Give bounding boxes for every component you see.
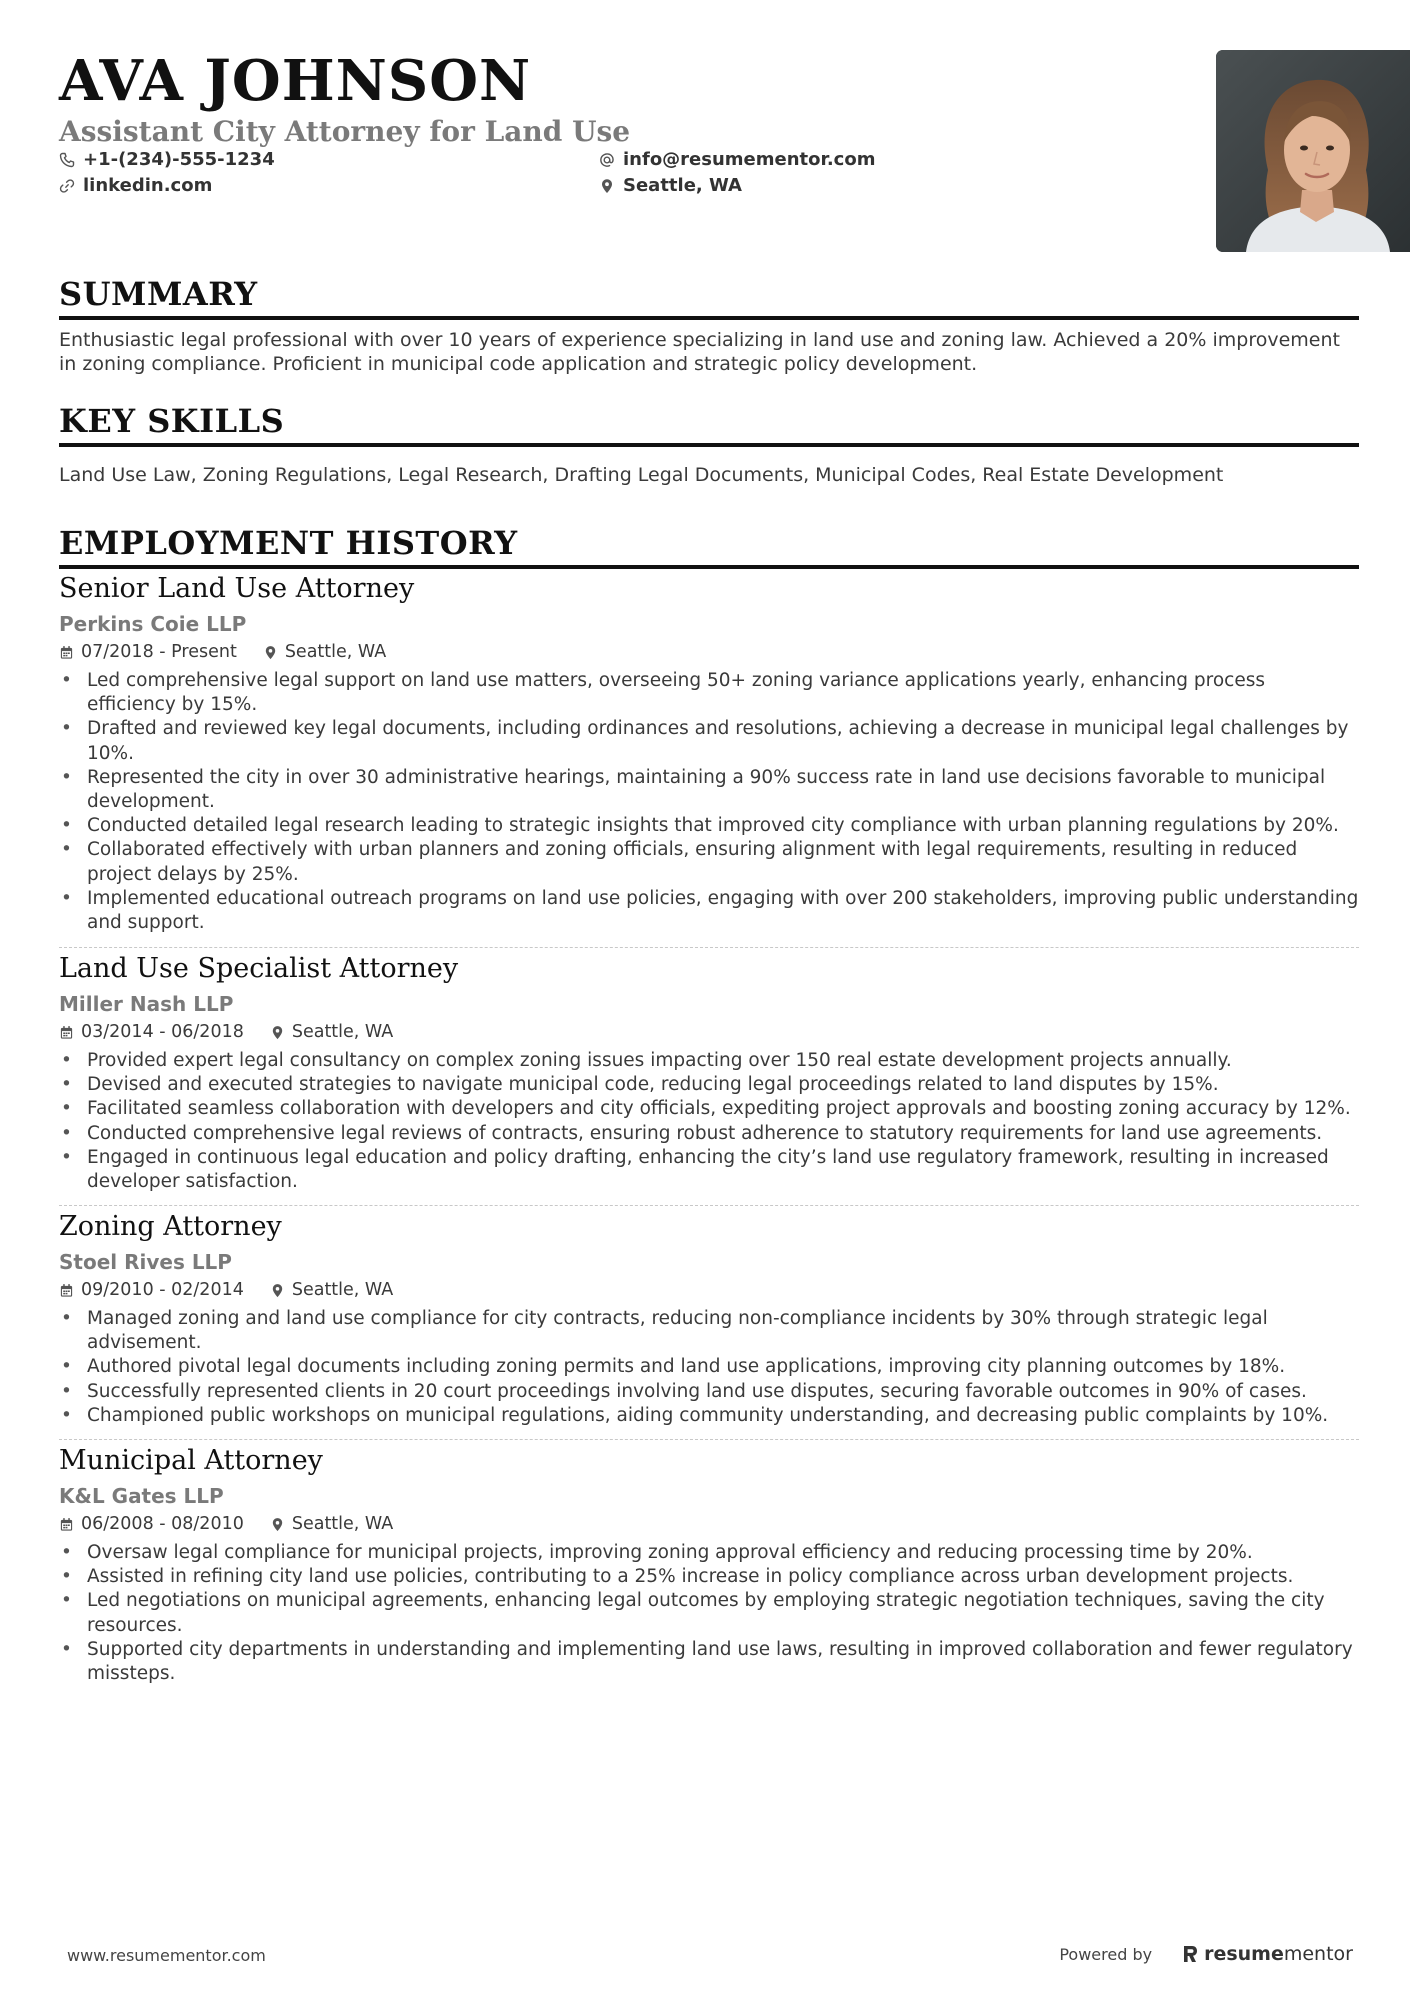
job-company: Miller Nash LLP: [59, 992, 234, 1016]
job-dates: 03/2014 - 06/2018: [81, 1022, 244, 1042]
brand-light: mentor: [1283, 1943, 1353, 1965]
location-text: Seattle, WA: [623, 175, 742, 196]
contact-phone: [59, 147, 275, 173]
list-item: • Supported city departments in understanding and implementing land use laws, resulting in improved collaboration and fewer regulatory missteps.: [59, 1638, 1359, 1686]
job-location: Seattle, WA: [291, 1514, 394, 1534]
link-icon: [59, 178, 75, 194]
job-dates: 07/2018 - Present: [81, 642, 237, 662]
list-item: • Implemented educational outreach programs on land use policies, engaging with over 200 stakeholders, improving public understanding and support.: [59, 887, 1359, 935]
job-bullets: [59, 669, 1359, 935]
list-item: • Championed public workshops on municipal regulations, aiding community understanding, and decreasing public complaints by 10%.: [59, 1404, 1359, 1428]
footer-branding: [1059, 1943, 1353, 1965]
powered-by-label: Powered by: [1059, 1944, 1153, 1964]
calendar-icon: [59, 645, 74, 660]
calendar-icon: [59, 1283, 74, 1298]
list-item: • Successfully represented clients in 20 court proceedings involving land use disputes, securing favorable outcomes in 90% of cases.: [59, 1380, 1359, 1404]
resume-header: [59, 44, 1359, 254]
list-item: • Authored pivotal legal documents including zoning permits and land use applications, improving city planning outcomes by 18%.: [59, 1355, 1359, 1379]
email-text[interactable]: info@resumementor.com: [623, 149, 876, 170]
job-location: Seattle, WA: [284, 642, 387, 662]
summary-text: Enthusiastic legal professional with over 10 years of experience specializing in land use and zoning law. Achieved a 20% improvement in zoning compliance. Proficient in municipal code application and strategic policy development.: [59, 329, 1340, 375]
calendar-icon: [59, 1025, 74, 1040]
list-item: • Oversaw legal compliance for municipal projects, improving zoning approval efficiency and reducing processing time by 20%.: [59, 1541, 1359, 1565]
list-item: • Engaged in continuous legal education and policy drafting, enhancing the city’s land use regulatory framework, resulting in increased developer satisfaction.: [59, 1146, 1359, 1194]
job-dates: 06/2008 - 08/2010: [81, 1514, 244, 1534]
brand-bold: resume: [1204, 1943, 1284, 1965]
job-role: Senior Land Use Attorney: [59, 573, 415, 604]
linkedin-text[interactable]: linkedin.com: [83, 175, 213, 196]
job-entry: [59, 571, 1359, 935]
job-company: K&L Gates LLP: [59, 1484, 224, 1508]
job-entry: [59, 951, 1359, 1194]
candidate-name: AVA JOHNSON: [59, 48, 532, 114]
job-bullets: [59, 1307, 1359, 1428]
location-pin-icon: [270, 1025, 285, 1040]
list-item: • Represented the city in over 30 administrative hearings, maintaining a 90% success rate in land use decisions favorable to municipal development.: [59, 766, 1359, 814]
job-meta: [59, 1513, 1359, 1535]
list-item: • Conducted comprehensive legal reviews of contracts, ensuring robust adherence to statutory requirements for land use agreements.: [59, 1122, 1359, 1146]
job-role: Municipal Attorney: [59, 1445, 323, 1476]
job-company: Stoel Rives LLP: [59, 1250, 232, 1274]
list-item: • Conducted detailed legal research leading to strategic insights that improved city compliance with urban planning regulations by 20%.: [59, 814, 1359, 838]
profile-photo: [1216, 50, 1410, 252]
job-entry: [59, 1209, 1359, 1428]
resumementor-logo[interactable]: [1182, 1943, 1353, 1965]
list-item: • Drafted and reviewed key legal documents, including ordinances and resolutions, achieving a decrease in municipal legal challenges by 10%.: [59, 717, 1359, 765]
location-pin-icon: [270, 1283, 285, 1298]
job-meta: [59, 1279, 1359, 1301]
section-heading-summary: SUMMARY: [59, 274, 1359, 320]
job-location: Seattle, WA: [291, 1022, 394, 1042]
list-item: • Collaborated effectively with urban planners and zoning officials, ensuring alignment with legal requirements, resulting in reduced project delays by 25%.: [59, 838, 1359, 886]
job-bullets: [59, 1049, 1359, 1194]
location-pin-icon: [263, 645, 278, 660]
list-item: • Facilitated seamless collaboration with developers and city officials, expediting project approvals and boosting zoning accuracy by 12%.: [59, 1097, 1359, 1121]
location-pin-icon: [599, 178, 615, 194]
job-role: Land Use Specialist Attorney: [59, 953, 459, 984]
job-company: Perkins Coie LLP: [59, 612, 247, 636]
job-bullets: [59, 1541, 1359, 1686]
calendar-icon: [59, 1517, 74, 1532]
job-separator: [59, 1439, 1359, 1440]
contact-location: [599, 173, 742, 199]
job-separator: [59, 1205, 1359, 1206]
phone-text[interactable]: +1-(234)-555-1234: [83, 149, 275, 170]
list-item: • Provided expert legal consultancy on complex zoning issues impacting over 150 real estate development projects annually.: [59, 1049, 1359, 1073]
contact-linkedin: [59, 173, 212, 199]
job-meta: [59, 641, 1359, 663]
footer-website-link[interactable]: www.resumementor.com: [67, 1946, 266, 1965]
list-item: • Led comprehensive legal support on land use matters, overseeing 50+ zoning variance applications yearly, enhancing process efficiency by 15%.: [59, 669, 1359, 717]
job-dates: 09/2010 - 02/2014: [81, 1280, 244, 1300]
list-item: • Managed zoning and land use compliance for city contracts, reducing non-compliance incidents by 30% through strategic legal advisement.: [59, 1307, 1359, 1355]
candidate-title: Assistant City Attorney for Land Use: [59, 115, 631, 148]
job-meta: [59, 1021, 1359, 1043]
job-separator: [59, 947, 1359, 948]
section-heading-skills: KEY SKILLS: [59, 401, 1359, 447]
skills-text: Land Use Law, Zoning Regulations, Legal Research, Drafting Legal Documents, Municipal Codes, Real Estate Development: [59, 464, 1224, 486]
job-location: Seattle, WA: [291, 1280, 394, 1300]
section-heading-employment: EMPLOYMENT HISTORY: [59, 523, 1359, 569]
job-entry: [59, 1443, 1359, 1686]
phone-icon: [59, 152, 75, 168]
location-pin-icon: [270, 1517, 285, 1532]
at-icon: [599, 152, 615, 168]
list-item: • Assisted in refining city land use policies, contributing to a 25% increase in policy compliance across urban development projects.: [59, 1565, 1359, 1589]
list-item: • Devised and executed strategies to navigate municipal code, reducing legal proceedings related to land disputes by 15%.: [59, 1073, 1359, 1097]
list-item: • Led negotiations on municipal agreements, enhancing legal outcomes by employing strategic negotiation techniques, saving the city resources.: [59, 1589, 1359, 1637]
job-role: Zoning Attorney: [59, 1211, 282, 1242]
contact-email: [599, 147, 875, 173]
resumementor-logo-icon: [1182, 1944, 1198, 1964]
